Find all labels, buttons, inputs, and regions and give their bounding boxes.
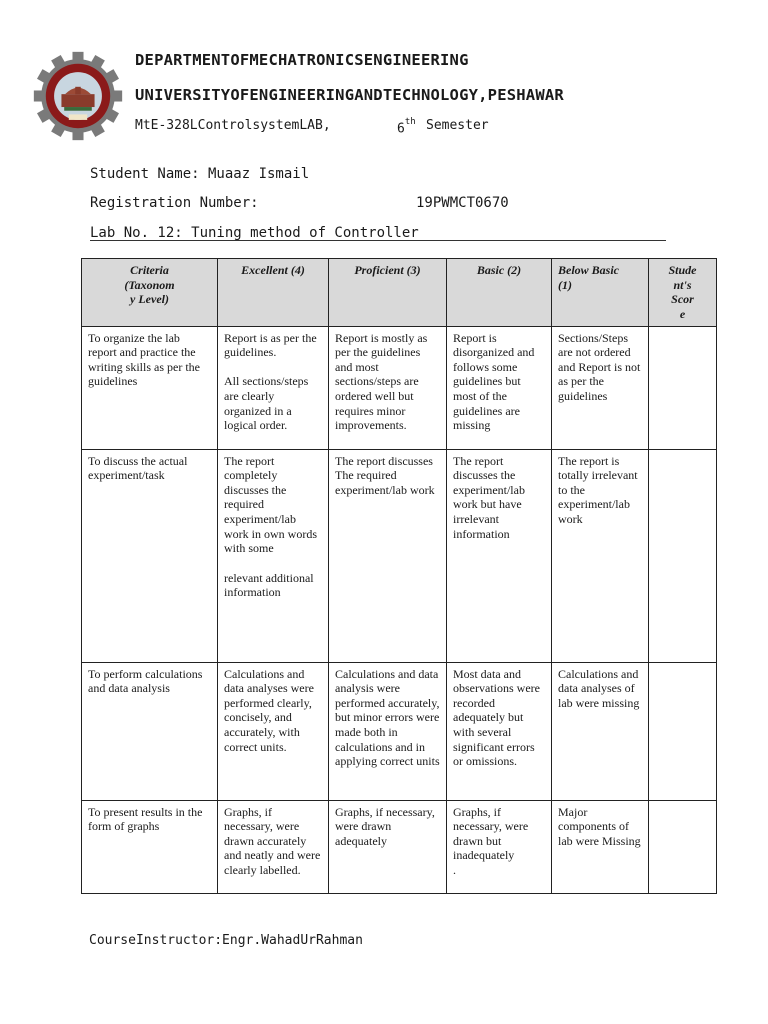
- proficient-cell: The report discusses The required experiment/lab work: [329, 449, 447, 662]
- lab-title: Lab No. 12: Tuning method of Controller: [90, 225, 419, 241]
- header-proficient: Proficient (3): [329, 259, 447, 327]
- course-name: MtE-328LControlsystemLAB,: [135, 118, 331, 133]
- course-instructor: CourseInstructor:Engr.WahadUrRahman: [89, 933, 363, 948]
- below-basic-cell: Calculations and data analyses of lab were missing: [552, 662, 649, 800]
- rubric-table: [81, 258, 717, 894]
- proficient-cell: Calculations and data analysis were performed accurately, but minor errors were made both in calculations and in applying correct units: [329, 662, 447, 800]
- score-cell[interactable]: [649, 326, 717, 449]
- score-cell[interactable]: [649, 662, 717, 800]
- rubric-row: [82, 800, 717, 893]
- criteria-cell: To organize the lab report and practice the writing skills as per the guidelines: [82, 326, 218, 449]
- criteria-cell: To discuss the actual experiment/task: [82, 449, 218, 662]
- university-logo: [32, 50, 124, 142]
- excellent-cell: Graphs, if necessary, were drawn accurately and neatly and were clearly labelled.: [218, 800, 329, 893]
- registration-number: 19PWMCT0670: [416, 195, 509, 211]
- score-cell[interactable]: [649, 800, 717, 893]
- score-cell[interactable]: [649, 449, 717, 662]
- rubric-row: [82, 449, 717, 662]
- student-name: Student Name: Muaaz Ismail: [90, 166, 310, 182]
- registration-label: Registration Number:: [90, 195, 259, 211]
- lab-title-underline: [90, 240, 666, 241]
- basic-cell: The report discusses the experiment/lab work but have irrelevant information: [447, 449, 552, 662]
- semester-label: Semester: [426, 118, 489, 133]
- below-basic-cell: Sections/Steps are not ordered and Report is not as per the guidelines: [552, 326, 649, 449]
- header-student-score: Stude nt's Scor e: [649, 259, 717, 327]
- rubric-header-row: [82, 259, 717, 327]
- excellent-cell: Calculations and data analyses were performed clearly, concisely, and accurately, with correct units.: [218, 662, 329, 800]
- basic-cell: Most data and observations were recorded adequately but with several significant errors or omissions.: [447, 662, 552, 800]
- rubric-row: [82, 662, 717, 800]
- semester-number: 6th: [397, 117, 416, 137]
- rubric-row: [82, 326, 717, 449]
- below-basic-cell: Major components of lab were Missing: [552, 800, 649, 893]
- header-below-basic: Below Basic (1): [552, 259, 649, 327]
- header-basic: Basic (2): [447, 259, 552, 327]
- university-title: UNIVERSITYOFENGINEERINGANDTECHNOLOGY,PESHAWAR: [135, 86, 564, 104]
- below-basic-cell: The report is totally irrelevant to the experiment/lab work: [552, 449, 649, 662]
- proficient-cell: Graphs, if necessary, were drawn adequately: [329, 800, 447, 893]
- criteria-cell: To present results in the form of graphs: [82, 800, 218, 893]
- proficient-cell: Report is mostly as per the guidelines and most sections/steps are ordered well but requires minor improvements.: [329, 326, 447, 449]
- department-title: DEPARTMENTOFMECHATRONICSENGINEERING: [135, 51, 469, 69]
- excellent-cell: Report is as per the guidelines. All sections/steps are clearly organized in a logical order.: [218, 326, 329, 449]
- header-excellent: Excellent (4): [218, 259, 329, 327]
- criteria-cell: To perform calculations and data analysis: [82, 662, 218, 800]
- course-line: [135, 117, 489, 137]
- basic-cell: Graphs, if necessary, were drawn but inadequately .: [447, 800, 552, 893]
- basic-cell: Report is disorganized and follows some guidelines but most of the guidelines are missing: [447, 326, 552, 449]
- header-criteria: Criteria (Taxonom y Level): [82, 259, 218, 327]
- excellent-cell: The report completely discusses the required experiment/lab work in own words with some relevant additional information: [218, 449, 329, 662]
